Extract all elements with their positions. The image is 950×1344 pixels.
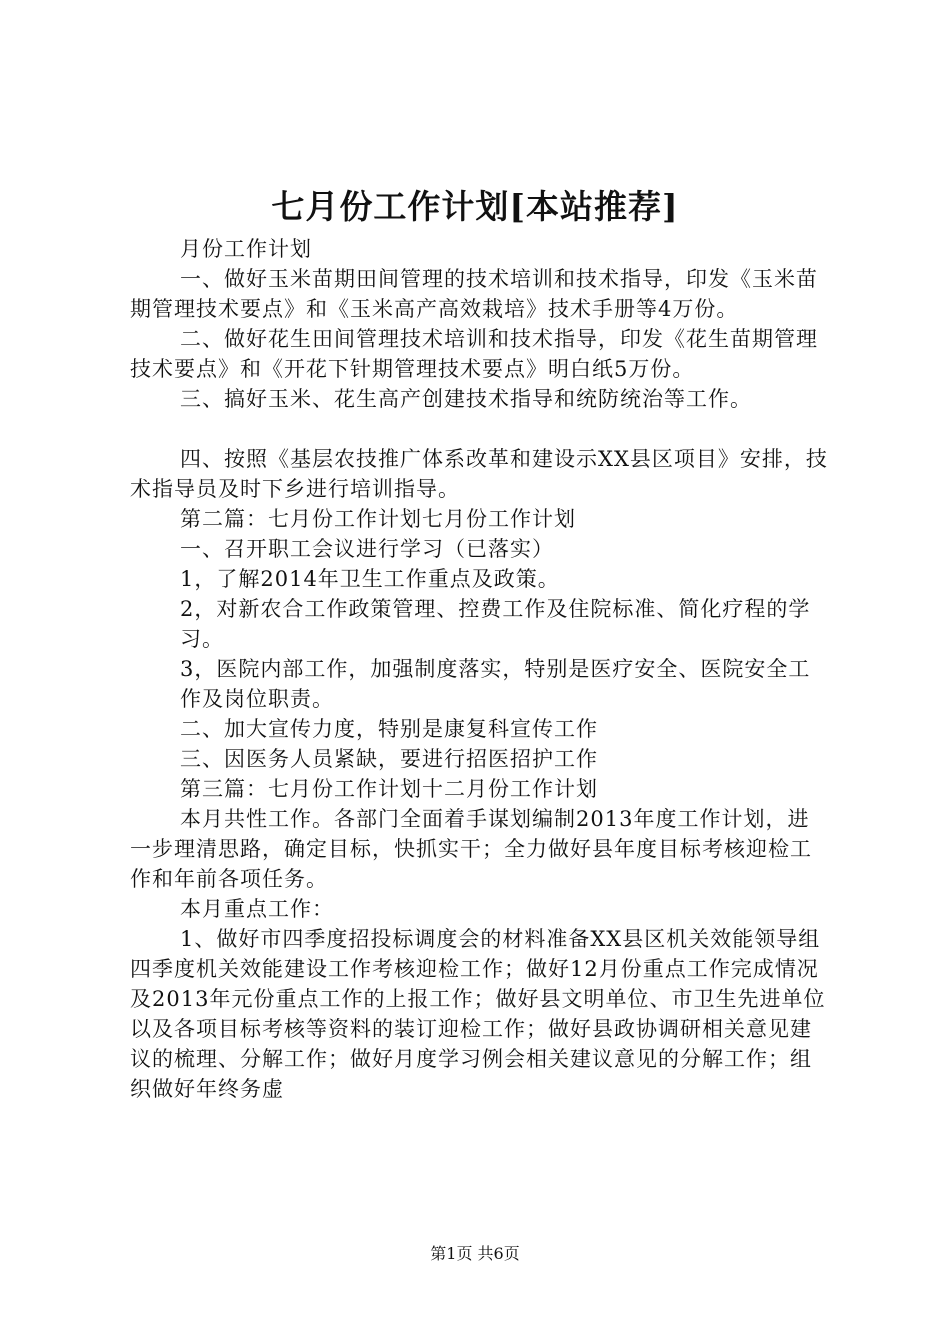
paragraph-publicity: 二、加大宣传力度，特别是康复科宣传工作 xyxy=(180,717,598,741)
list-item: 3，医院内部工作，加强制度落实，特别是医疗安全、医院安全工作及岗位职责。 xyxy=(180,657,811,711)
paragraph-item-2: 二、做好花生田间管理技术培训和技术指导，印发《花生苗期管理技术要点》和《开花下针期管理技术要点》明白纸5万份。 xyxy=(130,327,818,381)
paragraph-subheading: 月份工作计划 xyxy=(180,237,312,261)
list-item: 1，了解2014年卫生工作重点及政策。 xyxy=(180,567,560,591)
paragraph-recruitment: 三、因医务人员紧缺，要进行招医招护工作 xyxy=(180,747,598,771)
section-heading-3: 第三篇：七月份工作计划十二月份工作计划 xyxy=(180,777,598,801)
paragraph-item-3: 三、搞好玉米、花生高产创建技术指导和统防统治等工作。 xyxy=(180,387,752,411)
section-heading-2: 第二篇：七月份工作计划七月份工作计划 xyxy=(180,507,576,531)
paragraph-key-work-label: 本月重点工作： xyxy=(180,897,334,921)
paragraph-key-work-1: 1、做好市四季度招投标调度会的材料准备XX县区机关效能领导组四季度机关效能建设工作考核迎检工作；做好12月份重点工作完成情况及2013年元份重点工作的上报工作；做好县文明单位、市卫生先进单位以及各项目标考核等资料的装订迎检工作；做好县政协调研相关意见建议的梳理、分解工作；做好月度学习例会相关建议意见的分解工作；组织做好年终务虚 xyxy=(130,927,826,1101)
document-title: 七月份工作计划[本站推荐] xyxy=(271,187,679,226)
paragraph-item-1: 一、做好玉米苗期田间管理的技术培训和技术指导，印发《玉米苗期管理技术要点》和《玉米高产高效栽培》技术手册等4万份。 xyxy=(130,267,818,321)
page-number: 第1页 共6页 xyxy=(430,1244,520,1263)
paragraph-common-work: 本月共性工作。各部门全面着手谋划编制2013年度工作计划，进一步理清思路，确定目标，快抓实干；全力做好县年度目标考核迎检工作和年前各项任务。 xyxy=(130,807,812,891)
paragraph-meeting: 一、召开职工会议进行学习（已落实） xyxy=(180,537,554,561)
paragraph-item-4: 四、按照《基层农技推广体系改革和建设示XX县区项目》安排，技术指导员及时下乡进行培训指导。 xyxy=(130,447,828,501)
document-body xyxy=(130,234,830,1104)
list-item: 2，对新农合工作政策管理、控费工作及住院标准、简化疗程的学习。 xyxy=(180,597,811,651)
